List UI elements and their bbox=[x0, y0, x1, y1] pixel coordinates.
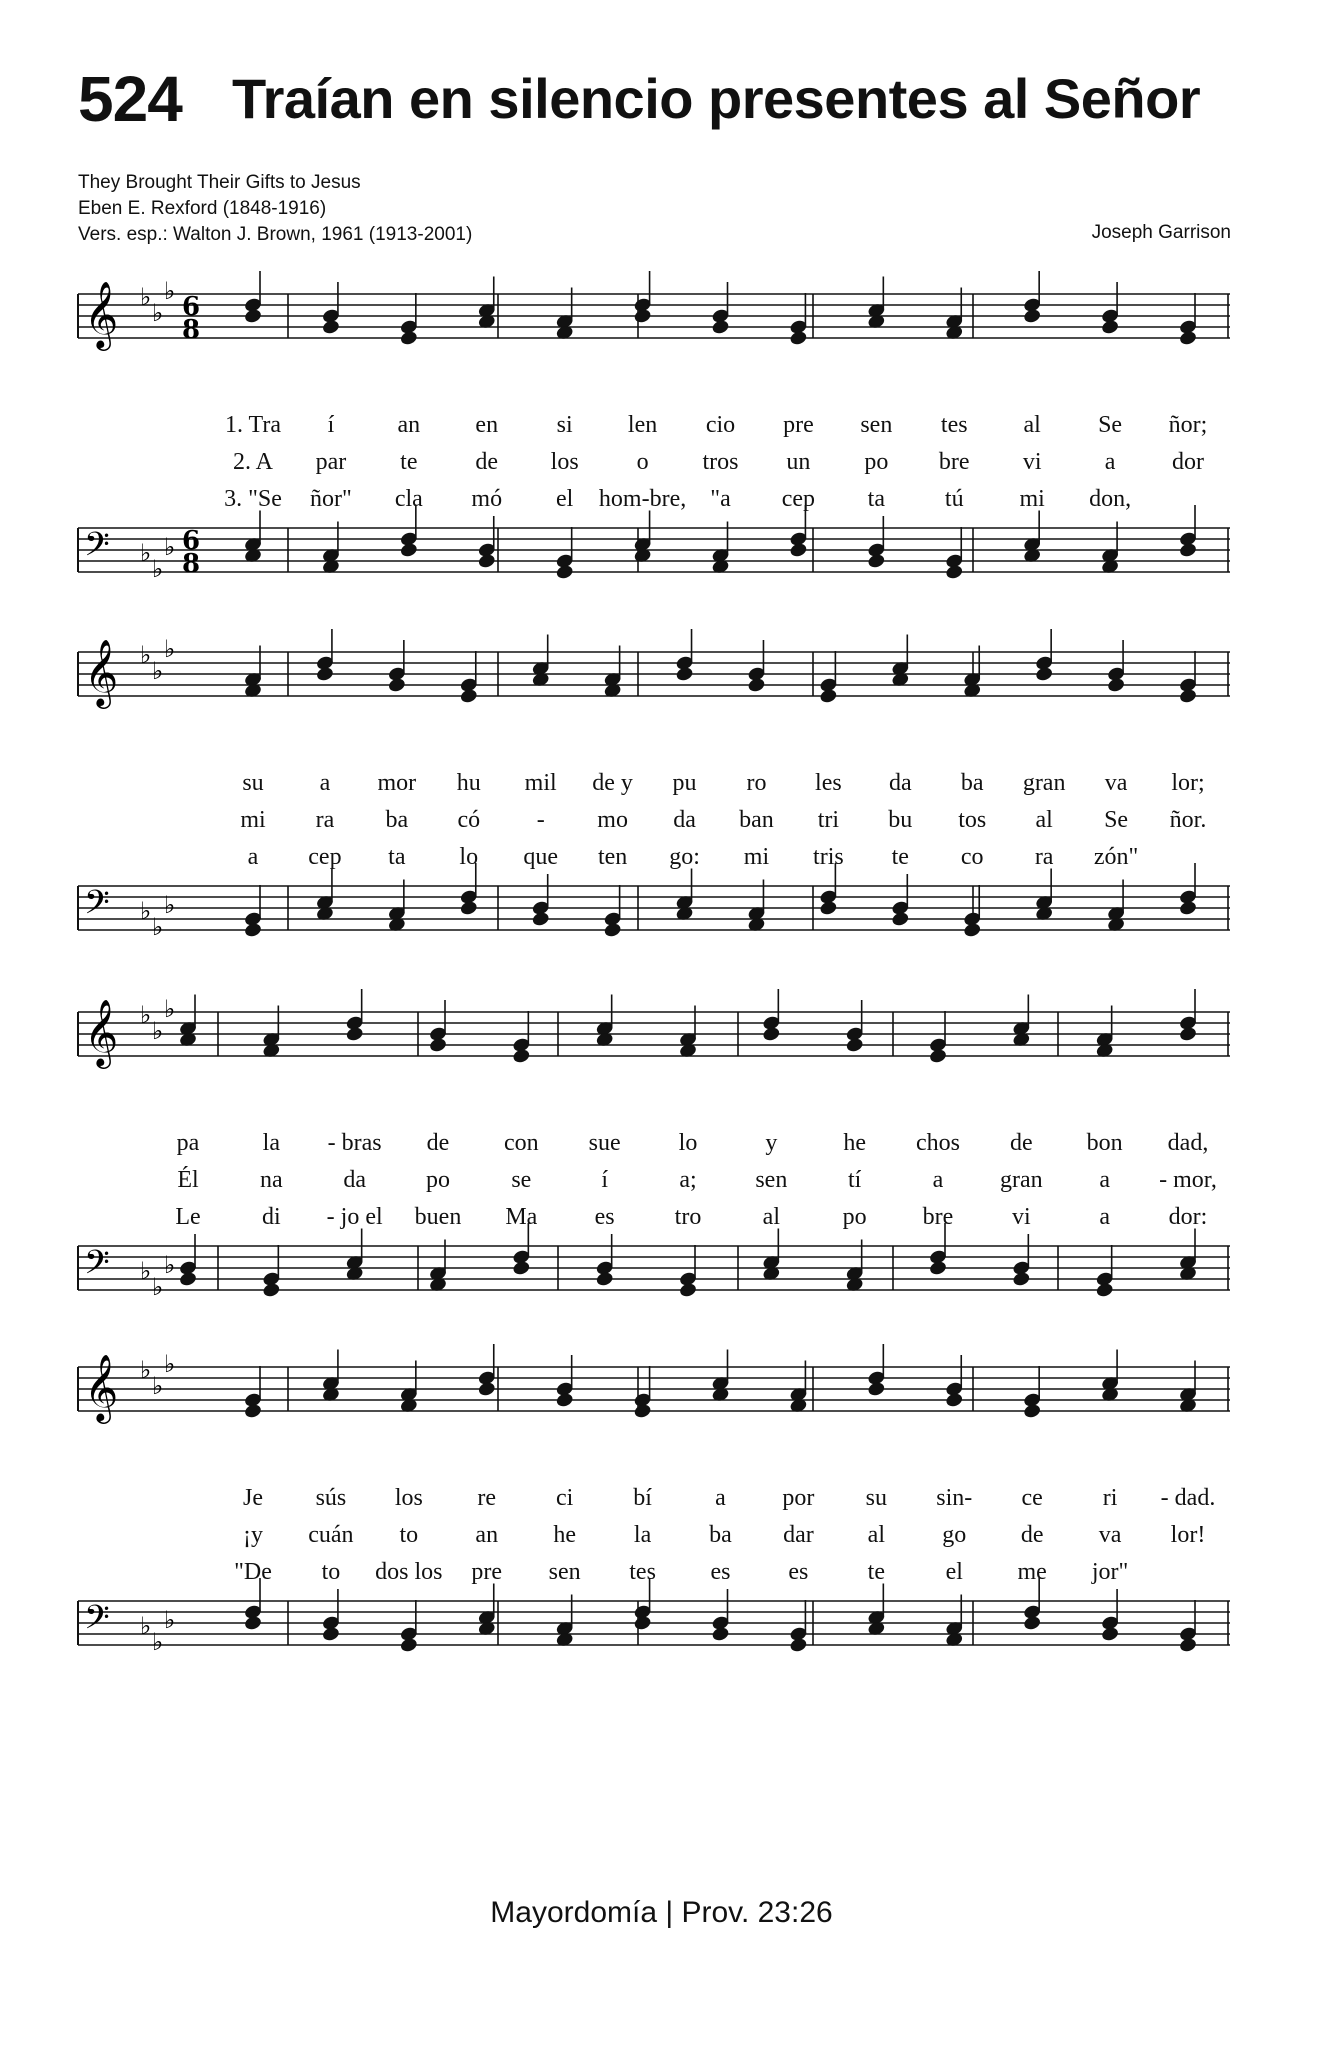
note-head bbox=[243, 922, 262, 939]
staff-system-1 bbox=[78, 272, 1230, 382]
bass-clef-icon: 𝄢 bbox=[84, 884, 110, 930]
footer-topic: Mayordomía | Prov. 23:26 bbox=[490, 1896, 833, 1929]
lyric-syllable: da bbox=[888, 770, 912, 796]
composer-credit: Joseph Garrison bbox=[1091, 222, 1231, 243]
lyric-syllable: al bbox=[762, 1204, 780, 1230]
note-head bbox=[675, 666, 694, 683]
lyric-syllable: a bbox=[1099, 1204, 1110, 1230]
lyric-syllable: bon bbox=[1086, 1130, 1123, 1156]
lyric-syllable: ci bbox=[555, 1485, 574, 1511]
lyric-syllable: to bbox=[399, 1522, 419, 1548]
verse-1-line bbox=[78, 1485, 1230, 1519]
note-head bbox=[1035, 666, 1054, 683]
flat-icon: ♭ bbox=[164, 1251, 176, 1279]
lyric-syllable: mi bbox=[743, 844, 770, 870]
lyric-syllable: lo bbox=[678, 1130, 698, 1156]
lyric-syllable: al bbox=[1023, 412, 1041, 438]
verse-2-line bbox=[78, 1167, 1230, 1201]
note-head bbox=[1101, 1626, 1120, 1643]
bass-staff-system-2 bbox=[78, 864, 1230, 974]
lyric-syllable: len bbox=[627, 412, 658, 438]
lyric-syllable: o bbox=[636, 449, 649, 475]
note-head bbox=[789, 542, 808, 559]
lyric-syllable: vi bbox=[1011, 1204, 1031, 1230]
staff-system-3 bbox=[78, 990, 1230, 1100]
note-head bbox=[928, 1048, 947, 1065]
lyric-syllable: da bbox=[343, 1167, 366, 1193]
lyric-syllable: la bbox=[633, 1522, 652, 1548]
note-head bbox=[867, 1381, 886, 1398]
verse-3-line bbox=[78, 1204, 1230, 1238]
lyric-syllable: con bbox=[504, 1130, 539, 1156]
treble-staff bbox=[78, 271, 1230, 351]
staff-system-4 bbox=[78, 1345, 1230, 1455]
lyric-syllable: cep bbox=[781, 486, 816, 512]
lyric-syllable: ba bbox=[385, 807, 409, 833]
lyric-syllable: Ma bbox=[505, 1204, 538, 1230]
lyric-syllable: ñor; bbox=[1168, 412, 1208, 438]
lyric-syllable: par bbox=[315, 449, 347, 475]
lyric-syllable: cuán bbox=[308, 1522, 354, 1548]
note-head bbox=[789, 1637, 808, 1654]
lyric-syllable: ra bbox=[315, 807, 335, 833]
lyric-syllable: - dad. bbox=[1160, 1485, 1216, 1511]
lyric-syllable: el bbox=[945, 1559, 963, 1585]
treble-clef-icon: 𝄞 bbox=[84, 1353, 119, 1421]
lyric-syllable: mor bbox=[377, 770, 417, 796]
lyric-syllable: "De bbox=[234, 1559, 272, 1585]
flat-icon: ♭ bbox=[164, 277, 176, 305]
lyric-syllable: bre bbox=[938, 449, 970, 475]
lyric-syllable: chos bbox=[916, 1130, 960, 1156]
lyric-syllable: ba bbox=[709, 1522, 732, 1548]
translator-credit: Vers. esp.: Walton J. Brown, 1961 (1913-2001) bbox=[78, 224, 473, 245]
lyric-syllable: - mor, bbox=[1159, 1167, 1217, 1193]
bass-clef-icon: 𝄢 bbox=[84, 1244, 110, 1290]
lyric-syllable: pre bbox=[783, 412, 814, 438]
lyric-syllable: pa bbox=[176, 1130, 200, 1156]
verse-1-line bbox=[78, 1130, 1230, 1164]
bass-staff-system-4 bbox=[78, 1579, 1230, 1689]
lyric-syllable: he bbox=[553, 1522, 576, 1548]
lyric-syllable: me bbox=[1017, 1559, 1047, 1585]
lyric-syllable: gran bbox=[1000, 1167, 1043, 1193]
author-credit: Eben E. Rexford (1848-1916) bbox=[78, 198, 327, 219]
note-head bbox=[399, 330, 418, 347]
lyric-syllable: les bbox=[815, 770, 842, 796]
lyric-syllable: lor; bbox=[1171, 770, 1205, 796]
note-head bbox=[243, 1403, 262, 1420]
note-head bbox=[1095, 1282, 1114, 1299]
lyric-syllable: 1. Tra bbox=[224, 412, 282, 438]
verse-2-line bbox=[78, 807, 1230, 841]
lyric-syllable: sin- bbox=[936, 1485, 973, 1511]
flat-icon: ♭ bbox=[140, 1612, 152, 1640]
note-head bbox=[845, 1037, 864, 1054]
lyric-syllable: mo bbox=[597, 807, 628, 833]
lyric-syllable: - bbox=[536, 807, 545, 833]
lyric-syllable: ñor. bbox=[1169, 807, 1207, 833]
lyric-syllable: po bbox=[842, 1204, 867, 1230]
lyric-syllable: de bbox=[426, 1130, 450, 1156]
lyric-syllable: sús bbox=[315, 1485, 347, 1511]
lyric-syllable: go: bbox=[669, 844, 700, 870]
lyric-syllable: dad, bbox=[1167, 1130, 1209, 1156]
flat-icon: ♭ bbox=[140, 897, 152, 925]
lyric-syllable: su bbox=[242, 770, 264, 796]
time-sig-top: 6 bbox=[182, 526, 201, 556]
lyric-syllable: a bbox=[1099, 1167, 1110, 1193]
flat-icon: ♭ bbox=[152, 299, 164, 327]
lyric-syllable: í bbox=[327, 412, 335, 438]
note-head bbox=[321, 1626, 340, 1643]
staff-system-2 bbox=[78, 630, 1230, 740]
english-title: They Brought Their Gifts to Jesus bbox=[78, 172, 361, 193]
note-head bbox=[459, 688, 478, 705]
lyric-syllable: a bbox=[247, 844, 259, 870]
note-head bbox=[1023, 1615, 1042, 1632]
note-head bbox=[762, 1026, 781, 1043]
note-head bbox=[1178, 1637, 1197, 1654]
lyric-syllable: tí bbox=[847, 1167, 862, 1193]
lyric-syllable: mó bbox=[471, 486, 503, 512]
lyric-syllable: los bbox=[394, 1485, 423, 1511]
lyric-syllable: de bbox=[1010, 1130, 1033, 1156]
lyric-syllable: pu bbox=[672, 770, 697, 796]
note-head bbox=[595, 1271, 614, 1288]
note-head bbox=[428, 1037, 447, 1054]
verse-2-line bbox=[78, 1522, 1230, 1556]
lyric-syllable: Le bbox=[175, 1204, 201, 1230]
flat-icon: ♭ bbox=[152, 1017, 164, 1045]
lyric-syllable: co bbox=[960, 844, 984, 870]
lyric-syllable: po bbox=[426, 1167, 450, 1193]
lyric-syllable: buen bbox=[414, 1204, 462, 1230]
lyric-syllable: a bbox=[1104, 449, 1116, 475]
lyric-syllable: mi bbox=[240, 807, 266, 833]
lyric-syllable: he bbox=[843, 1130, 866, 1156]
lyric-syllable: ¡y bbox=[243, 1522, 263, 1548]
flat-icon: ♭ bbox=[140, 539, 152, 567]
lyric-syllable: el bbox=[555, 486, 574, 512]
note-head bbox=[603, 922, 622, 939]
lyric-syllable: al bbox=[867, 1522, 885, 1548]
lyric-syllable: Je bbox=[243, 1485, 263, 1511]
lyric-syllable: es bbox=[710, 1559, 731, 1585]
lyric-syllable: ta bbox=[867, 486, 885, 512]
lyric-syllable: bu bbox=[888, 807, 913, 833]
lyric-syllable: dor bbox=[1172, 449, 1204, 475]
note-head bbox=[711, 1626, 730, 1643]
lyric-syllable: los bbox=[550, 449, 579, 475]
hymn-title: Traían en silencio presentes al Señor bbox=[232, 67, 1201, 130]
lyric-syllable: pre bbox=[471, 1559, 503, 1585]
note-head bbox=[747, 677, 766, 694]
lyric-syllable: re bbox=[477, 1485, 497, 1511]
lyric-syllable: vi bbox=[1022, 449, 1042, 475]
lyric-syllable: por bbox=[782, 1485, 815, 1511]
note-head bbox=[963, 922, 982, 939]
treble-clef-icon: 𝄞 bbox=[84, 998, 119, 1066]
note-head bbox=[315, 666, 334, 683]
time-sig-bottom: 8 bbox=[182, 549, 201, 579]
credits-block bbox=[78, 170, 472, 248]
note-head bbox=[1178, 330, 1197, 347]
flat-icon: ♭ bbox=[140, 641, 152, 669]
note-head bbox=[555, 564, 574, 581]
note-head bbox=[711, 319, 730, 336]
note-head bbox=[512, 1260, 531, 1277]
lyric-syllable: "a bbox=[710, 486, 731, 512]
lyric-syllable: lo bbox=[459, 844, 479, 870]
note-head bbox=[243, 308, 262, 325]
note-head bbox=[477, 553, 496, 570]
lyric-syllable: an bbox=[475, 1522, 499, 1548]
flat-icon: ♭ bbox=[152, 1372, 164, 1400]
lyric-syllable: có bbox=[457, 807, 481, 833]
lyric-syllable: al bbox=[1035, 807, 1053, 833]
lyric-syllable: de bbox=[1020, 1522, 1044, 1548]
verse-2-line bbox=[78, 449, 1230, 483]
lyric-syllable: to bbox=[321, 1559, 341, 1585]
lyric-syllable: Se bbox=[1104, 807, 1129, 833]
treble-staff bbox=[78, 1344, 1230, 1424]
note-head bbox=[477, 1381, 496, 1398]
lyric-syllable: go bbox=[942, 1522, 967, 1548]
lyric-syllable: te bbox=[867, 1559, 885, 1585]
note-head bbox=[928, 1260, 947, 1277]
lyric-syllable: da bbox=[673, 807, 696, 833]
hymn-number: 524 bbox=[78, 63, 182, 135]
flat-icon: ♭ bbox=[140, 283, 152, 311]
lyric-syllable: cla bbox=[394, 486, 423, 512]
lyric-syllable: ro bbox=[746, 770, 767, 796]
bass-staff-system-1 bbox=[78, 506, 1230, 616]
lyric-syllable: ba bbox=[960, 770, 984, 796]
flat-icon: ♭ bbox=[164, 891, 176, 919]
lyric-syllable: ta bbox=[388, 844, 406, 870]
note-head bbox=[555, 1392, 574, 1409]
note-head bbox=[789, 330, 808, 347]
note-head bbox=[1101, 319, 1120, 336]
lyric-syllable: Él bbox=[177, 1167, 199, 1193]
note-head bbox=[867, 553, 886, 570]
lyric-syllable: te bbox=[400, 449, 418, 475]
flat-icon: ♭ bbox=[164, 1606, 176, 1634]
lyric-syllable: lor! bbox=[1170, 1522, 1206, 1548]
lyric-syllable: de y bbox=[592, 770, 633, 796]
flat-icon: ♭ bbox=[152, 657, 164, 685]
lyric-syllable: dor: bbox=[1168, 1204, 1208, 1230]
note-head bbox=[387, 677, 406, 694]
lyric-syllable: hu bbox=[456, 770, 481, 796]
note-head bbox=[819, 900, 838, 917]
time-sig-bottom: 8 bbox=[182, 315, 201, 345]
verse-3-line bbox=[78, 486, 1230, 520]
treble-staff bbox=[78, 629, 1230, 709]
flat-icon: ♭ bbox=[152, 555, 164, 583]
lyric-syllable: mil bbox=[524, 770, 557, 796]
lyric-syllable: sue bbox=[588, 1130, 621, 1156]
lyric-syllable: í bbox=[601, 1167, 608, 1193]
lyric-syllable: bre bbox=[922, 1204, 954, 1230]
note-head bbox=[512, 1048, 531, 1065]
lyric-syllable: sen bbox=[548, 1559, 581, 1585]
note-head bbox=[1023, 1403, 1042, 1420]
bass-clef-icon: 𝄢 bbox=[84, 526, 110, 572]
lyric-syllable: don, bbox=[1089, 486, 1132, 512]
lyric-syllable: a bbox=[715, 1485, 726, 1511]
treble-staff bbox=[78, 989, 1230, 1069]
flat-icon: ♭ bbox=[152, 913, 164, 941]
lyric-syllable: ten bbox=[597, 844, 628, 870]
treble-clef-icon: 𝄞 bbox=[84, 280, 119, 348]
lyric-syllable: mi bbox=[1019, 486, 1045, 512]
flat-icon: ♭ bbox=[164, 635, 176, 663]
bass-clef-icon: 𝄢 bbox=[84, 1599, 110, 1645]
bass-staff-system-3 bbox=[78, 1224, 1230, 1334]
lyric-syllable: y bbox=[765, 1130, 778, 1156]
lyric-syllable: di bbox=[261, 1204, 281, 1230]
lyric-syllable: es bbox=[788, 1559, 809, 1585]
note-head bbox=[399, 542, 418, 559]
note-head bbox=[1178, 900, 1197, 917]
note-head bbox=[1178, 542, 1197, 559]
time-sig-top: 6 bbox=[182, 292, 201, 322]
note-head bbox=[1107, 677, 1126, 694]
note-head bbox=[1178, 688, 1197, 705]
lyric-syllable: tros bbox=[702, 449, 739, 475]
note-head bbox=[1178, 1026, 1197, 1043]
lyric-syllable: dar bbox=[783, 1522, 814, 1548]
lyric-syllable: hom-bre, bbox=[598, 486, 687, 512]
lyric-syllable: Se bbox=[1098, 412, 1123, 438]
lyric-syllable: va bbox=[1104, 770, 1128, 796]
verse-1-line bbox=[78, 770, 1230, 804]
flat-icon: ♭ bbox=[164, 995, 176, 1023]
lyric-syllable: la bbox=[262, 1130, 280, 1156]
verse-3-line bbox=[78, 844, 1230, 878]
lyric-syllable: dos los bbox=[375, 1559, 443, 1585]
note-head bbox=[1023, 308, 1042, 325]
flat-icon: ♭ bbox=[164, 1350, 176, 1378]
note-head bbox=[262, 1282, 281, 1299]
flat-icon: ♭ bbox=[140, 1257, 152, 1285]
lyric-syllable: a bbox=[319, 770, 331, 796]
note-head bbox=[459, 900, 478, 917]
lyric-syllable: sen bbox=[755, 1167, 788, 1193]
note-head bbox=[633, 1403, 652, 1420]
lyric-syllable: bí bbox=[633, 1485, 652, 1511]
lyric-syllable: jor" bbox=[1091, 1559, 1129, 1585]
lyric-syllable: na bbox=[260, 1167, 283, 1193]
note-head bbox=[399, 1637, 418, 1654]
lyric-syllable: tro bbox=[674, 1204, 702, 1230]
lyric-syllable: sen bbox=[860, 412, 893, 438]
lyric-syllable: a bbox=[932, 1167, 944, 1193]
note-head bbox=[819, 688, 838, 705]
treble-clef-icon: 𝄞 bbox=[84, 638, 119, 706]
lyric-syllable: ri bbox=[1102, 1485, 1118, 1511]
note-head bbox=[945, 564, 964, 581]
lyric-syllable: 3. "Se bbox=[224, 486, 282, 512]
lyric-syllable: po bbox=[864, 449, 889, 475]
flat-icon: ♭ bbox=[152, 1628, 164, 1656]
lyric-syllable: cep bbox=[308, 844, 342, 870]
flat-icon: ♭ bbox=[164, 533, 176, 561]
lyric-syllable: gran bbox=[1022, 770, 1066, 796]
lyric-syllable: ce bbox=[1021, 1485, 1043, 1511]
note-head bbox=[345, 1026, 364, 1043]
lyric-syllable: ra bbox=[1034, 844, 1054, 870]
lyric-syllable: es bbox=[594, 1204, 615, 1230]
flat-icon: ♭ bbox=[140, 1001, 152, 1029]
lyric-syllable: - bras bbox=[327, 1130, 382, 1156]
lyric-syllable: tris bbox=[813, 844, 844, 870]
lyric-syllable: tos bbox=[958, 807, 987, 833]
lyric-syllable: te bbox=[891, 844, 909, 870]
lyric-syllable: an bbox=[397, 412, 421, 438]
note-head bbox=[321, 319, 340, 336]
lyric-syllable: se bbox=[511, 1167, 532, 1193]
lyric-syllable: va bbox=[1098, 1522, 1122, 1548]
note-head bbox=[633, 308, 652, 325]
lyric-syllable: su bbox=[865, 1485, 887, 1511]
lyric-syllable: tú bbox=[944, 486, 964, 512]
note-head bbox=[531, 911, 550, 928]
verse-1-line bbox=[78, 412, 1230, 446]
note-head bbox=[945, 1392, 964, 1409]
flat-icon: ♭ bbox=[140, 1356, 152, 1384]
lyric-syllable: a; bbox=[679, 1167, 697, 1193]
note-head bbox=[243, 1615, 262, 1632]
note-head bbox=[633, 1615, 652, 1632]
lyric-syllable: cio bbox=[705, 412, 736, 438]
note-head bbox=[1012, 1271, 1031, 1288]
lyric-syllable: que bbox=[523, 844, 559, 870]
lyric-syllable: 2. A bbox=[232, 449, 274, 475]
lyric-syllable: tes bbox=[629, 1559, 656, 1585]
lyric-syllable: - jo el bbox=[326, 1204, 383, 1230]
lyric-syllable: tri bbox=[817, 807, 840, 833]
lyric-syllable: en bbox=[475, 412, 499, 438]
lyric-syllable: ñor" bbox=[310, 486, 352, 512]
note-head bbox=[678, 1282, 697, 1299]
lyric-syllable: de bbox=[475, 449, 499, 475]
verse-3-line bbox=[78, 1559, 1230, 1593]
flat-icon: ♭ bbox=[152, 1273, 164, 1301]
lyric-syllable: tes bbox=[940, 412, 968, 438]
lyric-syllable: un bbox=[786, 449, 811, 475]
lyric-syllable: si bbox=[556, 412, 573, 438]
lyric-syllable: ban bbox=[739, 807, 774, 833]
note-head bbox=[891, 911, 910, 928]
lyric-syllable: zón" bbox=[1093, 844, 1139, 870]
note-head bbox=[178, 1271, 197, 1288]
